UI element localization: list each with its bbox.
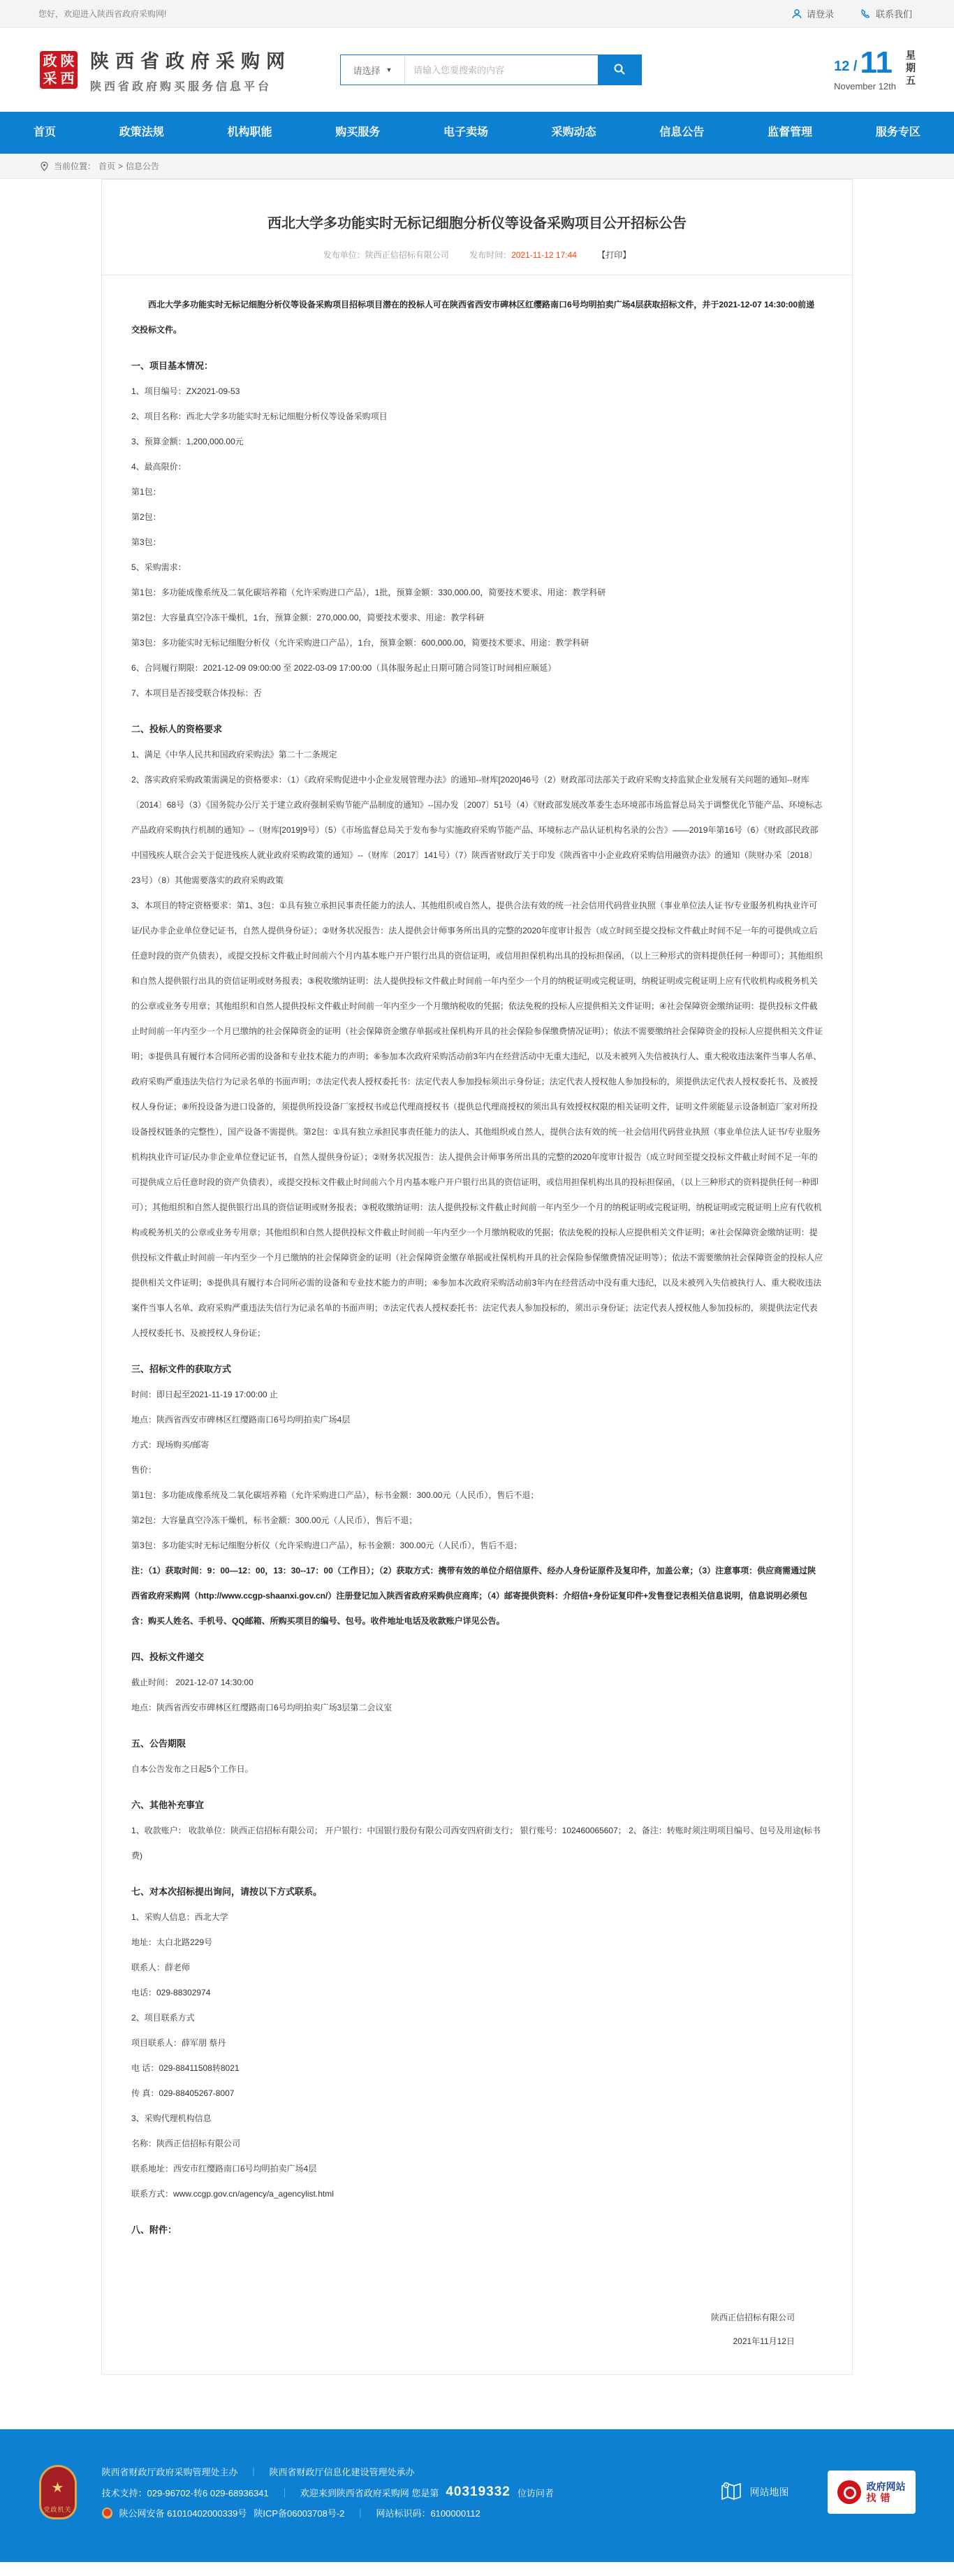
article-paragraph: 传 真：029-88405267-8007 [131, 2088, 235, 2098]
article-paragraph: 地址：太白北路229号 [131, 1937, 213, 1947]
article-paragraph: 1、项目编号：ZX2021-09-53 [131, 386, 240, 396]
article-paragraph: 联系地址：西安市红缨路南口6号均明拍卖广场4层 [131, 2164, 317, 2174]
bottom-strip [0, 2562, 954, 2576]
article-paragraph: 名称：陕西正信招标有限公司 [131, 2139, 241, 2148]
footer-info [102, 2459, 554, 2526]
article-paragraph: 第3包：多功能实时无标记细胞分析仪（允许采购进口产品），1台，预算金额：600,000.00，简要技术要求、用途：教学科研 [131, 638, 589, 648]
article-paragraph: 1、收款账户： 收款单位：陕西正信招标有限公司； 开户银行：中国银行股份有限公司西安四府街支行； 银行账号：102460065607； 2、备注：转账时须注明项目编号、包号及用途(标书费) [131, 1826, 821, 1861]
article-paragraph: 6、合同履行期限：2021-12-09 09:00:00 至 2022-03-09 17:00:00（具体服务起止日期可随合同签订时间相应顺延） [131, 663, 557, 673]
phone-icon [860, 8, 872, 20]
article-paragraph: 项目联系人：薛军朋 蔡丹 [131, 2038, 226, 2048]
nav-item[interactable]: 监督管理 [768, 126, 813, 138]
article-paragraph: 联系方式：www.ccgp.gov.cn/agency/a_agencylist.html [131, 2189, 334, 2199]
publish-time-value: 2021-11-12 17:44 [511, 250, 577, 260]
nav-items [27, 112, 927, 154]
location-pin-icon [41, 161, 48, 171]
article-paragraph: 电话：029-88302974 [131, 1988, 211, 1998]
map-icon [719, 2480, 743, 2505]
error-report-logo-icon [837, 2480, 861, 2504]
security-filing[interactable]: 陕公网安备 61010402000339号 [119, 2508, 247, 2519]
publish-time-label: 发布时间： [469, 250, 512, 260]
site-header [0, 28, 954, 112]
article-paragraph: 售价： [131, 1465, 157, 1475]
chevron-down-icon: ▼ [386, 66, 392, 73]
announcement-panel [101, 179, 853, 2375]
article-paragraph: 3、预算金额：1,200,000.00元 [131, 437, 244, 446]
publisher-value: 陕西正信招标有限公司 [365, 250, 449, 260]
site-footer [0, 2429, 954, 2562]
user-icon [791, 8, 802, 20]
search-bar [340, 54, 642, 85]
site-id-code: 网站标识码：6100000112 [376, 2508, 480, 2519]
article-paragraph: 第1包：多功能成像系统及二氧化碳培养箱（允许采购进口产品），标书金额：300.00元（人民币），售后不退； [131, 1490, 539, 1500]
welcome-text: 您好，欢迎进入陕西省政府采购网! [38, 9, 167, 19]
article-paragraph: 第3包：多功能实时无标记细胞分析仪（允许采购进口产品），标书金额：300.00元（人民币），售后不退； [131, 1541, 522, 1550]
breadcrumb-prefix: 当前位置： [54, 161, 96, 171]
contact-link[interactable]: 联系我们 [860, 7, 912, 20]
article-paragraph: 3、采购代理机构信息 [131, 2113, 212, 2123]
search-icon [613, 63, 626, 78]
nav-item[interactable]: 采购动态 [551, 126, 596, 138]
article-paragraph: 方式：现场购买/邮寄 [131, 1440, 210, 1450]
print-button[interactable]: 【打印】 [597, 250, 631, 260]
article-paragraph: 第2包：大容量真空冷冻干燥机，1台，预算金额：270,000.00，简要技术要求、用途：教学科研 [131, 613, 485, 623]
article-paragraph: 一、项目基本情况： [131, 361, 214, 371]
article-paragraph: 1、采购人信息：西北大学 [131, 1912, 228, 1922]
public-security-badge-icon [102, 2508, 112, 2519]
article-paragraph: 自本公告发布之日起5个工作日。 [131, 1764, 254, 1774]
announcement-body [131, 292, 823, 2243]
nav-item[interactable]: 服务专区 [875, 126, 920, 138]
nav-item[interactable]: 首页 [34, 126, 57, 138]
article-paragraph: 西北大学多功能实时无标记细胞分析仪等设备采购项目招标项目潜在的投标人可在陕西省西安市碑林区红缨路南口6号均明拍卖广场4层获取招标文件，并于2021-12-07 14:30:00前递交投标文件。 [131, 300, 815, 335]
announcement-title: 西北大学多功能实时无标记细胞分析仪等设备采购项目公开招标公告 [267, 216, 687, 231]
icp-filing[interactable]: 陕ICP备06003708号-2 [254, 2508, 345, 2519]
date-widget [834, 45, 916, 92]
nav-item[interactable]: 机构职能 [227, 126, 272, 138]
gov-site-error-report-button[interactable]: 政府网站 找错 [828, 2471, 916, 2514]
nav-item[interactable]: 信息公告 [659, 126, 705, 138]
login-link[interactable]: 请登录 [791, 7, 834, 20]
site-titles [90, 46, 291, 94]
article-paragraph: 二、投标人的资格要求 [131, 724, 223, 734]
search-input[interactable] [405, 55, 598, 85]
article-paragraph: 1、满足《中华人民共和国政府采购法》第二十二条规定 [131, 750, 337, 759]
date-english: November 12th [834, 80, 896, 92]
announcement-meta [131, 249, 823, 261]
article-paragraph: 地点：陕西省西安市碑林区红缨路南口6号均明拍卖广场4层 [131, 1415, 351, 1425]
article-paragraph: 第3包： [131, 537, 161, 547]
article-paragraph: 七、对本次招标提出询问，请按以下方式联系。 [131, 1886, 323, 1897]
article-paragraph: 第1包： [131, 487, 161, 497]
footer-line-2: 技术支持：029-96702-转6 029-68936341 ｜ 欢迎来到陕西省政府采购网 您是第 40319332 位访问者 [101, 2484, 554, 2499]
article-paragraph: 时间：即日起至2021-11-19 17:00:00 止 [131, 1390, 278, 1399]
signature-date: 2021年11月12日 [733, 2336, 795, 2346]
breadcrumb-home-link[interactable]: 首页 [98, 161, 116, 171]
article-paragraph: 三、招标文件的获取方式 [131, 1364, 232, 1374]
main-nav [0, 112, 954, 154]
article-paragraph: 截止时间： 2021-12-07 14:30:00 [131, 1678, 254, 1687]
signature-block [131, 2306, 823, 2353]
article-paragraph: 联系人：薛老师 [131, 1963, 191, 1972]
top-utility-bar [0, 0, 954, 28]
article-paragraph: 2、落实政府采购政策需满足的资格要求：（1）《政府采购促进中小企业发展管理办法》的通知--财库[2020]46号（2）财政部司法部关于政府采购支持监狱企业发展有关问题的通知--财库〔2014〕68号（3）《国务院办公厅关于建立政府强制采购节能产品制度的通知》--国办发〔2007〕51号（4）《财政部发展改革委生态环境部市场监督总局关于调整优化节能产品、环境标志产品政府采购执行机制的通知》--（财库[2019]9号）（5）《市场监督总局关于发布参与实施政府采购节能产品、环境标志产品认证机构名录的公告》——2019年第16号（6）《财政部民政部中国残疾人联合会关于促进残疾人就业政府采购政策的通知》--（财库〔2017〕141号）（7）陕西省财政厅关于印发《陕西省中小企业政府采购信用融资办法》的通知（陕财办采〔2018〕23号）（8）其他需要落实的政府采购政策 [131, 775, 823, 885]
article-paragraph: 五、公告期限 [131, 1738, 186, 1749]
search-button[interactable] [598, 55, 641, 85]
article-paragraph: 第1包：多功能成像系统及二氧化碳培养箱（允许采购进口产品），1批，预算金额：330,000.00，简要技术要求、用途：教学科研 [131, 588, 606, 597]
article-paragraph: 4、最高限价： [131, 462, 186, 472]
article-paragraph: 六、其他补充事宜 [131, 1800, 205, 1810]
date-weekday: 星 期 五 [906, 49, 916, 86]
article-paragraph: 3、本项目的特定资格要求：第1、3包：①具有独立承担民事责任能力的法人、其他组织或自然人，提供合法有效的统一社会信用代码营业执照（事业单位法人证书/专业服务机构执业许可证/民办非企业单位登记证书，自然人提供身份证）；②财务状况报告：法人提供会计师事务所出具的完整的2020年度审计报告（成立时间至提交投标文件截止时间不足一年的可提供成立后任意时段的资产负债表），或提交投标文件截止时间前六个月内基本账户开户银行出具的资信证明，或信用担保机构出具的投标担保函，（以上三种形式的资料提供任何一种即可）；其他组织和自然人提供银行出具的资信证明或财务报表；③税收缴纳证明：法人提供投标文件截止时间前一年内至少一个月的纳税证明或完税证明，纳税证明或完税证明上应有代收机构或税务机关的公章或业务专用章；其他组织和自然人提供投标文件截止时间前一年内至少一个月缴纳税收的凭据；依法免税的投标人应提供相关文件证明；④社会保障资金缴纳证明：提供投标文件截止时间前一年内至少一个月已缴纳的社会保障资金的证明（社会保障资金缴存单据或社保机构开具的社会保险参保缴费情况证明）；依法不需要缴纳社会保障资金的投标人应提供相关文件证明；⑤提供具有履行本合同所必需的设备和专业技术能力的声明；⑥参加本次政府采购活动前3年内在经营活动中无重大违纪，以及未被列入失信被执行人、重大税收违法案件当事人名单、政府采购严重违法失信行为记录名单的书面声明；⑦法定代表人授权委托书：法定代表人参加投标须出示身份证；法定代表人授权他人参加投标的，须提供法定代表人授权委托书、及被授权人身份证；⑧所投设备为进口设备的，须提供所投设备厂家授权书或总代理商授权书（提供总代理商授权的须出具有效授权权限的相关证明文件，证明文件须能显示设备制造厂家对所投设备授权链条的完整性），国产设备不需提供。第2包：①具有独立承担民事责任能力的法人、其他组织或自然人，提供合法有效的统一社会信用代码营业执照（事业单位法人证书/专业服务机构执业许可证/民办非企业单位登记证书，自然人提供身份证）；②财务状况报告：法人提供会计师事务所出具的完整的2020年度审计报告（成立时间至提交投标文件截止时间不足一年的可提供成立后任意时段的资产负债表），或提交投标文件截止时间前六个月内基本账户开户银行出具的资信证明，或信用担保机构出具的投标担保函，（以上三种形式的资料提供任何一种即可）；其他组织和自然人提供银行出具的资信证明或财务报表；③税收缴纳证明：法人提供投标文件截止时间前一年内至少一个月的纳税证明或完税证明，纳税证明或完税证明上应有代收机构或税务机关的公章或业务专用章；其他组织和自然人提供投标文件截止时间前一年内至少一个月缴纳税收的凭据；依法免税的投标人应提供相关文件证明；④社会保障资金缴纳证明：提供投标文件截止时间前一年内至少一个月已缴纳的社会保障资金的证明（社会保障资金缴存单据或社保机构开具的社会保险参保缴费情况证明等）；依法不需要缴纳社会保障资金的投标人应提供相关文件证明；⑤提供具有履行本合同所必需的设备和专业技术能力的声明；⑥参加本次政府采购活动前3年内在经营活动中没有重大违纪，以及未被列入失信被执行人、重大税收违法案件当事人名单、政府采购严重违法失信行为记录名单的书面声明；⑦法定代表人授权委托书：法定代表人参加投标的，须出示身份证；法定代表人授权他人参加投标的，须提供法定代表人授权委托书、及被授权人身份证； [131, 901, 823, 1338]
date-day-number: 11 [860, 45, 893, 80]
panel-divider [102, 179, 852, 180]
topbar-actions [791, 7, 912, 20]
footer-right [719, 2471, 916, 2514]
site-title: 陕西省政府采购网 [90, 51, 291, 72]
signature-company: 陕西正信招标有限公司 [710, 2313, 795, 2322]
breadcrumb-current: 信息公告 [126, 161, 160, 171]
nav-item[interactable]: 购买服务 [335, 126, 381, 138]
article-paragraph: 第2包： [131, 512, 161, 522]
footer-line-3: 陕公网安备 61010402000339号 陕ICP备06003708号-2 ｜ 网站标识码：6100000112 [102, 2506, 554, 2519]
article-paragraph: 四、投标文件递交 [131, 1652, 205, 1662]
date-month-number: 12 / [834, 58, 858, 74]
article-paragraph: 2、项目联系方式 [131, 2013, 195, 2023]
article-paragraph: 5、采购需求： [131, 562, 186, 572]
site-subtitle: 陕西省政府购买服务信息平台 [90, 81, 272, 93]
article-paragraph: 7、本项目是否接受联合体投标：否 [131, 688, 262, 698]
search-category-select[interactable]: 请选择 ▼ [341, 55, 405, 85]
footer-line-1: 陕西省财政厅政府采购管理处主办 ｜ 陕西省财政厅信息化建设管理处承办 [101, 2467, 415, 2477]
visitor-count: 40319332 [446, 2484, 511, 2499]
article-paragraph: 地点：陕西省西安市碑林区红缨路南口6号均明拍卖广场3层第二会议室 [131, 1703, 392, 1712]
article-paragraph: 2、项目名称：西北大学多功能实时无标记细胞分析仪等设备采购项目 [131, 412, 388, 421]
article-paragraph: 注：（1）获取时间：9：00—12：00，13：30--17：00（工作日）；（2）获取方式：携带有效的单位介绍信原件、经办人身份证原件及复印件，加盖公章；（3）注意事项：供应商需通过陕西省政府采购网（http://www.ccgp-shaanxi.gov.cn/）注册登记加入陕西省政府采购供应商库；（4）邮寄提供资料：介绍信+身份证复印件+发售登记表相关信息说明，信息说明必须包含：购买人姓名、手机号、QQ邮箱、所购买项目的编号、包号。收件地址电话及收款账户详见公告。 [131, 1566, 816, 1626]
breadcrumb-separator: > [118, 161, 124, 171]
nav-item[interactable]: 政策法规 [119, 126, 164, 138]
sitemap-link[interactable]: 网站地图 [719, 2480, 789, 2505]
nav-item[interactable]: 电子卖场 [443, 126, 488, 138]
article-paragraph: 电 话：029-88411508转8021 [131, 2063, 240, 2073]
article-paragraph: 第2包：大容量真空冷冻干燥机，标书金额：300.00元（人民币），售后不退； [131, 1515, 418, 1525]
party-gov-badge-icon: ★ 党政机关 [39, 2465, 77, 2519]
publisher-label: 发布单位： [323, 250, 365, 260]
article-paragraph: 八、附件： [131, 2225, 177, 2235]
site-logo: 政 陕 采 西 [38, 50, 79, 90]
breadcrumb [0, 154, 954, 179]
